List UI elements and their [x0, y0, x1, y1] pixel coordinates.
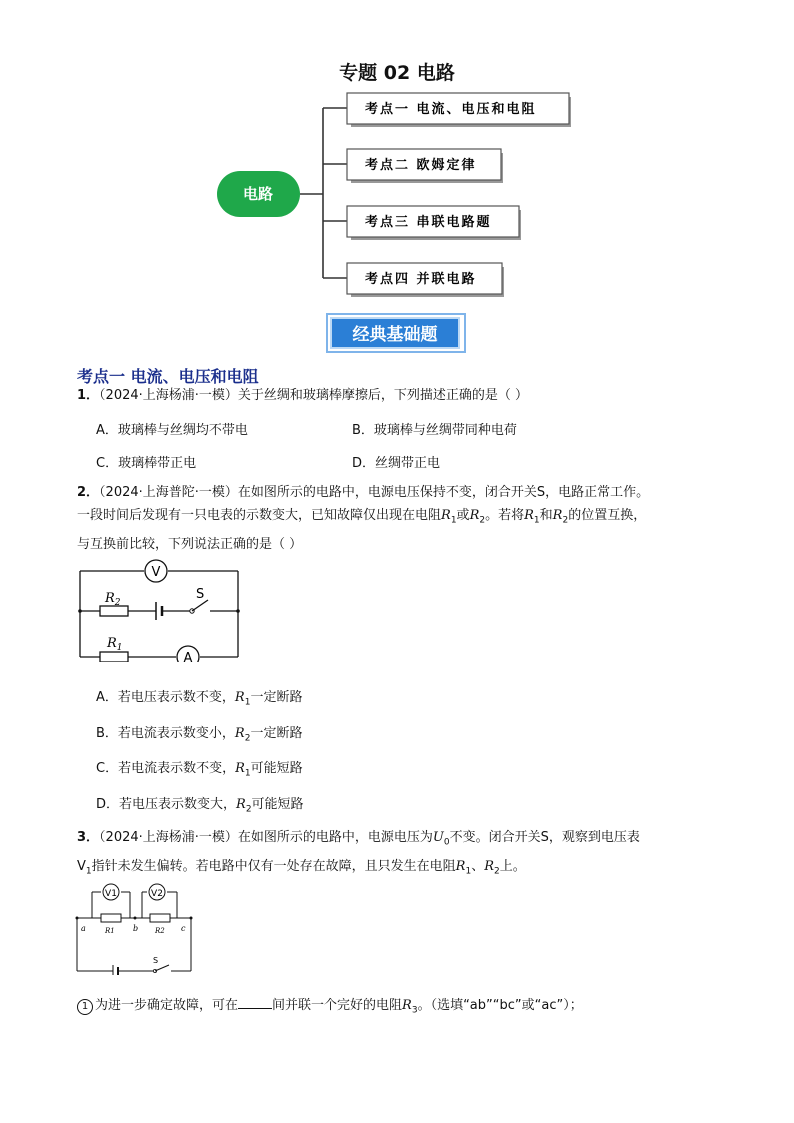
- question-2-stem-c: 或: [456, 508, 470, 523]
- question-2-number: 2．: [77, 485, 100, 500]
- symbol-sub: 3: [411, 1005, 418, 1016]
- mindmap-branch-1-label: 考点一 电流、电压和电阻: [365, 102, 537, 117]
- symbol-r: R: [484, 858, 494, 874]
- symbol-r: R: [402, 998, 412, 1013]
- voltmeter-v2-label: V2: [151, 889, 163, 899]
- question-3-part-1-b: 间并联一个完好的电阻: [272, 998, 403, 1013]
- question-1: [77, 384, 722, 407]
- question-1-option-a: A．玻璃棒与丝绸均不带电: [96, 423, 248, 438]
- mindmap-branch-4-label: 考点四 并联电路: [365, 272, 477, 287]
- node-b: [134, 917, 137, 920]
- mindmap-branch-3: [347, 206, 521, 240]
- symbol-sub: 1: [465, 866, 472, 877]
- battery-symbol: [113, 965, 118, 975]
- mindmap: [0, 0, 794, 310]
- question-2-stem-d: 。若将: [485, 508, 525, 523]
- mindmap-branch-2-label: 考点二 欧姆定律: [365, 158, 477, 173]
- mindmap-root-label: 电路: [242, 185, 274, 203]
- question-2-option-a: A．若电压表示数不变，$R_1$一定断路: [96, 690, 303, 708]
- node-c-label: c: [181, 924, 186, 933]
- question-2-source: （2024·上海普陀·一模）: [99, 485, 238, 500]
- question-1-option-c: C．玻璃棒带正电: [96, 456, 197, 471]
- symbol-sub: 2: [562, 515, 569, 526]
- resistor-r2-label: $R_2$: [105, 591, 121, 608]
- question-3-stem: [77, 826, 722, 883]
- voltmeter-v1-label: V1: [105, 889, 117, 899]
- question-2-stem-b: 一段时间后发现有一只电表的示数变大，已知故障仅出现在电阻: [77, 508, 442, 523]
- question-3-stem-a: 在如图所示的电路中，电源电压为: [237, 830, 433, 845]
- mindmap-branch-3-label: 考点三 串联电路题: [365, 215, 492, 230]
- node-b-label: b: [133, 924, 139, 933]
- question-2-option-b: B．若电流表示数变小，$R_2$一定断路: [96, 726, 303, 744]
- question-2-option-d: D．若电压表示数变大，$R_2$可能短路: [96, 797, 304, 815]
- junction-left: [78, 609, 82, 613]
- resistor-r1: [100, 652, 128, 662]
- resistor-r2-label: R2: [155, 927, 165, 935]
- resistor-r1: [101, 914, 121, 922]
- question-2-stem-f: 的位置互换，: [568, 508, 647, 523]
- mindmap-branch-4: [347, 263, 504, 297]
- symbol-u: U: [432, 830, 444, 845]
- question-1-stem: 关于丝绸和玻璃棒摩擦后，下列描述正确的是（ ）: [237, 388, 529, 403]
- question-3-number: 3．: [77, 830, 100, 845]
- question-3-stem-f: 上。: [499, 858, 526, 874]
- question-1-option-b: B．玻璃棒与丝绸带同种电荷: [352, 423, 517, 438]
- question-3-v1: V: [77, 858, 86, 874]
- question-3-stem-b: 不变。闭合开关S，观察到电压表: [449, 830, 640, 845]
- symbol-r: R: [524, 508, 534, 523]
- symbol-sub: 1: [450, 515, 457, 526]
- symbol-r: R: [455, 858, 466, 874]
- page-title: 专题 02 电路: [339, 62, 455, 84]
- symbol-r: R: [441, 508, 451, 523]
- question-2-stem-g: 与互换前比较，下列说法正确的是（ ）: [77, 536, 303, 552]
- section-title: 考点一 电流、电压和电阻: [77, 367, 259, 386]
- circled-number-1: 1: [77, 999, 93, 1015]
- answer-blank[interactable]: [238, 994, 272, 1009]
- question-2-stem-a: 在如图所示的电路中，电源电压保持不变，闭合开关S，电路正常工作。: [237, 485, 650, 500]
- mindmap-branch-1: [347, 93, 571, 127]
- node-a: [76, 917, 79, 920]
- question-3-part-1-c: 。（选填“ab”“bc”或“ac”）；: [417, 998, 583, 1013]
- switch-blade: [155, 965, 169, 971]
- question-1-option-d: D．丝绸带正电: [352, 456, 441, 471]
- node-a-label: a: [81, 924, 86, 933]
- junction-right: [236, 609, 240, 613]
- mindmap-branch-2: [347, 149, 503, 183]
- symbol-r: R: [469, 508, 480, 523]
- question-3-stem-e: 、: [471, 858, 485, 874]
- symbol-sub: 1: [533, 515, 540, 526]
- symbol-sub: 0: [443, 837, 450, 848]
- question-3-circuit: [73, 881, 197, 975]
- resistor-r1-label: $R_1$: [107, 636, 123, 653]
- question-1-source: （2024·上海杨浦·一模）: [99, 388, 238, 403]
- question-3-stem-d: 指针未发生偏转。若电路中仅有一处存在故障，且只发生在电阻: [91, 858, 456, 874]
- voltmeter-label: V: [151, 565, 161, 580]
- question-3-part-1-a: 为进一步确定故障，可在: [95, 998, 239, 1013]
- section-banner: [326, 313, 466, 353]
- ammeter-label: A: [183, 651, 193, 662]
- question-2-option-c: C．若电流表示数不变，$R_1$可能短路: [96, 761, 303, 779]
- switch-label: S: [153, 956, 159, 965]
- question-2-stem-e: 和: [539, 508, 553, 523]
- question-1-number: 1．: [77, 388, 100, 403]
- question-3-source: （2024·上海杨浦·一模）: [99, 830, 238, 845]
- battery-symbol: [156, 602, 162, 620]
- question-2-circuit: [76, 556, 246, 662]
- switch-label: S: [196, 587, 205, 602]
- symbol-r: R: [552, 508, 563, 523]
- resistor-r1-label: R1: [105, 927, 115, 935]
- question-3-part-1: [77, 994, 722, 1023]
- resistor-r2: [150, 914, 170, 922]
- symbol-sub: 1: [85, 866, 92, 877]
- symbol-sub: 2: [494, 866, 500, 877]
- banner-label: 经典基础题: [330, 317, 460, 349]
- symbol-sub: 2: [479, 515, 486, 526]
- question-2-stem: [77, 481, 722, 556]
- node-c: [190, 917, 193, 920]
